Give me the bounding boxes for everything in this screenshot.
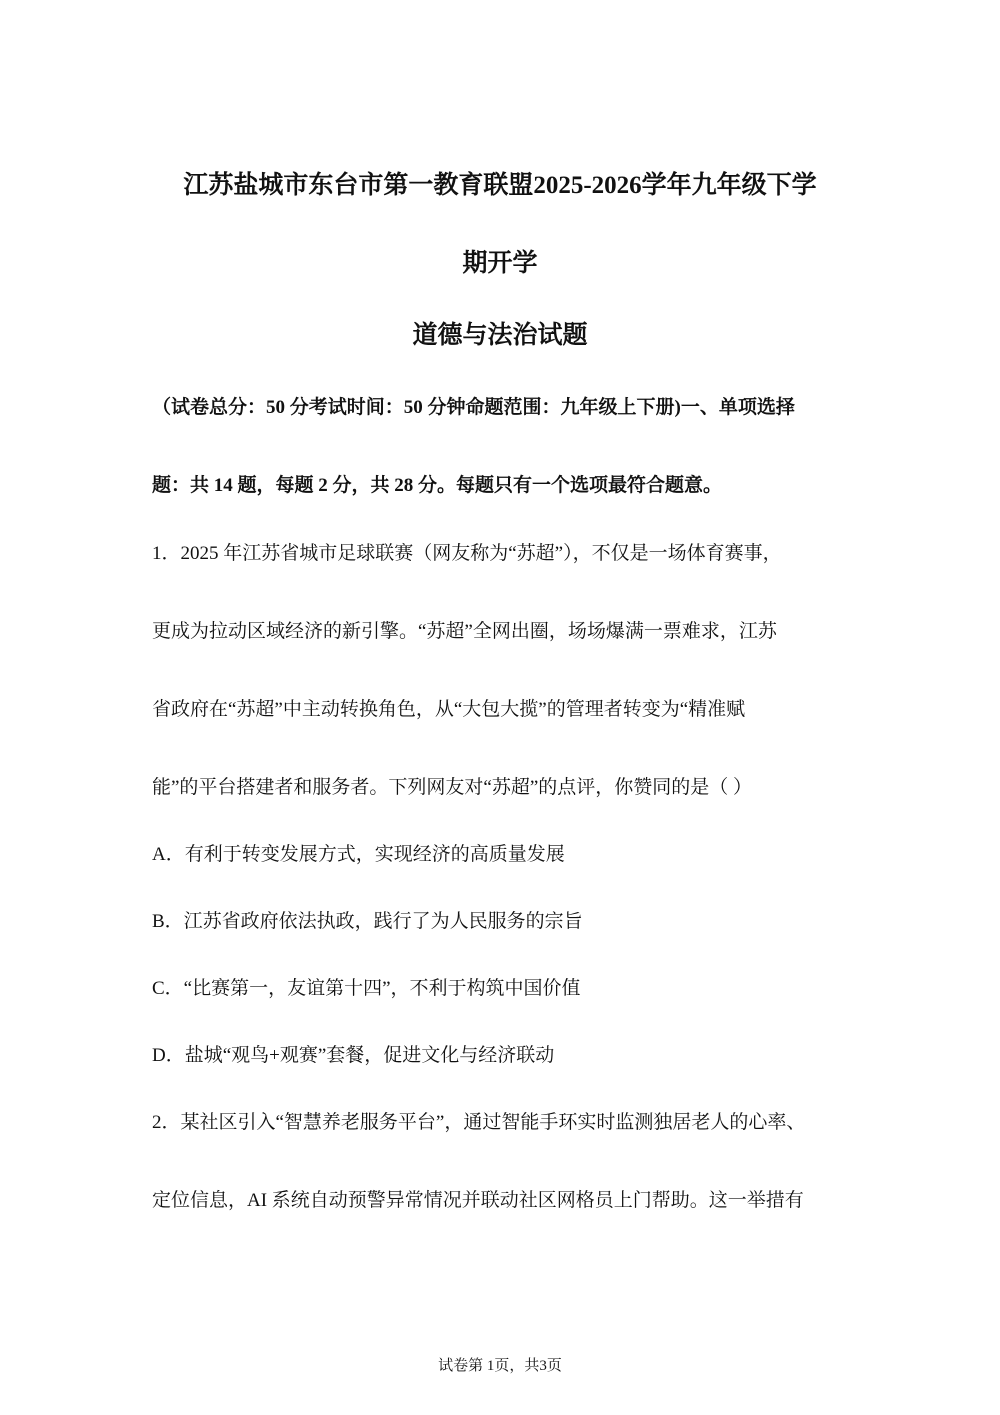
exam-meta-line1: （试卷总分：50 分考试时间：50 分钟命题范围：九年级上下册)一、单项选择 [152, 397, 795, 418]
question-2-stem-line: 定位信息，AI 系统自动预警异常情况并联动社区网格员上门帮助。这一举措有 [152, 1190, 804, 1211]
question-1-option-b: B．江苏省政府依法执政，践行了为人民服务的宗旨 [152, 911, 583, 932]
page-footer: 试卷第 1页，共3页 [438, 1358, 562, 1374]
question-1-stem-line: 能”的平台搭建者和服务者。下列网友对“苏超”的点评，你赞同的是（ ） [152, 777, 753, 798]
exam-subject-title: 道德与法治试题 [412, 322, 588, 349]
question-1-stem-line: 省政府在“苏超”中主动转换角色，从“大包大揽”的管理者转变为“精准赋 [152, 699, 746, 720]
question-1-option-c: C．“比赛第一，友谊第十四”，不利于构筑中国价值 [152, 978, 581, 999]
question-1-stem-line: 更成为拉动区域经济的新引擎。“苏超”全网出圈，场场爆满一票难求，江苏 [152, 621, 777, 642]
exam-title-line2: 期开学 [462, 250, 538, 277]
exam-title-line1: 江苏盐城市东台市第一教育联盟2025-2026学年九年级下学 [183, 172, 817, 199]
question-2-stem-line: 2．某社区引入“智慧养老服务平台”，通过智能手环实时监测独居老人的心率、 [152, 1112, 806, 1133]
question-1-option-d: D．盐城“观鸟+观赛”套餐，促进文化与经济联动 [152, 1045, 555, 1066]
exam-meta-line2: 题：共 14 题，每题 2 分，共 28 分。每题只有一个选项最符合题意。 [152, 475, 723, 496]
question-1-option-a: A．有利于转变发展方式，实现经济的高质量发展 [152, 844, 565, 865]
question-1-stem-line: 1．2025 年江苏省城市足球联赛（网友称为“苏超”），不仅是一场体育赛事， [152, 543, 782, 564]
